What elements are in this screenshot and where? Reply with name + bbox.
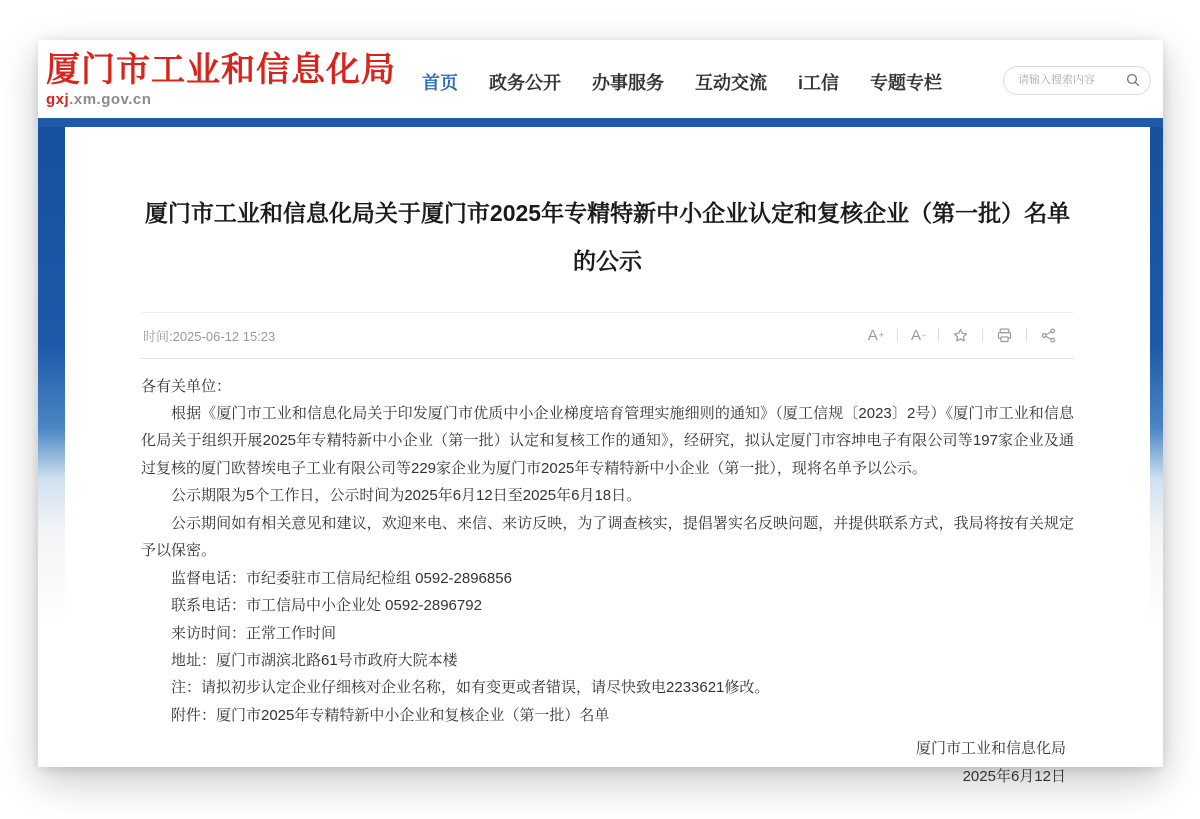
site-header — [38, 40, 1163, 118]
signature-date: 2025年6月12日 — [962, 767, 1066, 785]
main-nav — [422, 69, 942, 95]
article-paragraph: 联系电话：市工信局中小企业处 0592-2896792 — [171, 597, 482, 615]
browser-page — [38, 40, 1163, 785]
article-meta-row — [141, 312, 1074, 359]
article-card — [65, 127, 1150, 785]
print-icon[interactable] — [983, 327, 1026, 344]
article-paragraph: 监督电话：市纪委驻市工信局纪检组 0592-2896856 — [171, 569, 512, 587]
article-paragraph: 地址：厦门市湖滨北路61号市政府大院本楼 — [171, 651, 458, 669]
publish-time: 时间:2025-06-12 15:23 — [143, 328, 276, 344]
article-title: 厦门市工业和信息化局关于厦门市2025年专精特新中小企业认定和复核企业（第一批）名单的公示 — [144, 200, 1071, 275]
site-logo[interactable] — [46, 52, 396, 107]
article-paragraph: 公示期限为5个工作日，公示时间为2025年6月12日至2025年6月18日。 — [171, 487, 642, 505]
nav-item-1[interactable]: 政务公开 — [489, 73, 561, 93]
article-toolbar — [855, 327, 1070, 344]
nav-item-2[interactable]: 办事服务 — [592, 73, 664, 93]
font-increase-button[interactable]: A + — [855, 327, 897, 344]
site-logo-domain: gxj.xm.gov.cn — [46, 90, 152, 108]
search-input[interactable] — [1018, 74, 1126, 86]
article-paragraph: 根据《厦门市工业和信息化局关于印发厦门市优质中小企业梯度培育管理实施细则的通知》（厦工信规〔2023〕2号）《厦门市工业和信息化局关于组织开展2025年专精特新中小企业（第一批）认定和复核工作的通知》，经研究，拟认定厦门市容坤电子有限公司等197家企业及通过复核的厦门欧替埃电子工业有限公司等229家企业为厦门市2025年专精特新中小企业（第一批），现将名单予以公示。 — [141, 405, 1074, 477]
nav-item-3[interactable]: 互动交流 — [695, 73, 767, 93]
site-logo-title: 厦门市工业和信息化局 — [46, 51, 396, 89]
nav-item-4[interactable]: i工信 — [798, 73, 840, 93]
share-icon[interactable] — [1027, 327, 1070, 344]
font-decrease-button[interactable]: A - — [898, 327, 938, 344]
nav-item-0[interactable]: 首页 — [422, 73, 458, 93]
signature-org: 厦门市工业和信息化局 — [915, 740, 1066, 758]
article-paragraph: 公示期间如有相关意见和建议，欢迎来电、来信、来访反映，为了调查核实，提倡署实名反映问题，并提供联系方式，我局将按有关规定予以保密。 — [141, 514, 1074, 560]
article-paragraph: 来访时间：正常工作时间 — [171, 624, 337, 642]
article-paragraph: 附件：厦门市2025年专精特新中小企业和复核企业（第一批）名单 — [171, 706, 610, 724]
page-background — [38, 127, 1163, 785]
nav-item-5[interactable]: 专题专栏 — [870, 73, 943, 93]
header-divider-bar — [38, 118, 1163, 127]
article-paragraph: 注：请拟初步认定企业仔细核对企业名称，如有变更或者错误，请尽快致电2233621修改。 — [171, 679, 770, 697]
signature-block — [141, 735, 1074, 790]
search-box — [1003, 66, 1151, 95]
search-icon[interactable] — [1126, 73, 1140, 87]
article-body — [141, 373, 1074, 730]
favorite-star-icon[interactable] — [939, 327, 982, 344]
article-paragraph: 各有关单位： — [141, 377, 232, 395]
